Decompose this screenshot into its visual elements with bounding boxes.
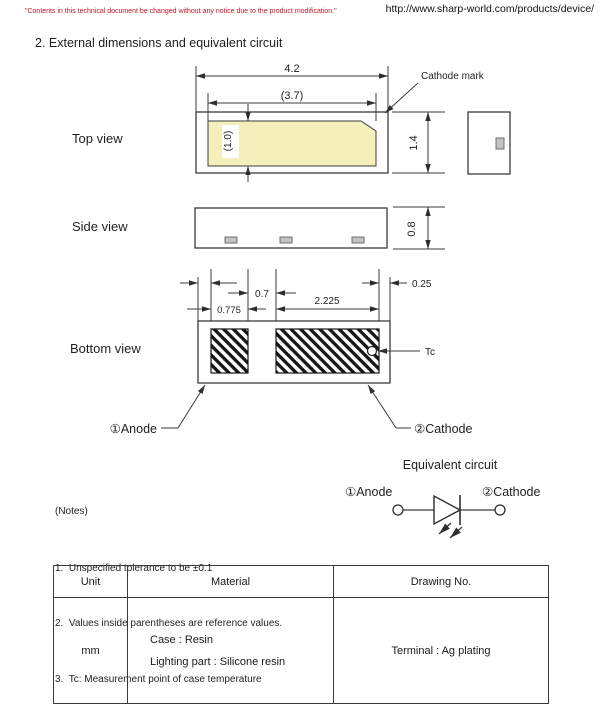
circuit-cathode-label: ②Cathode	[482, 485, 541, 499]
dim-overall-width: 4.2	[284, 63, 300, 75]
top-view-label: Top view	[72, 131, 123, 146]
notes-heading: (Notes)	[55, 506, 88, 517]
dim-pad-gap: 0.7	[255, 289, 269, 300]
dim-thickness: 0.8	[406, 221, 418, 237]
note-item: 2. Values inside parentheses are reference values.	[55, 618, 283, 629]
unit-value: mm	[54, 598, 128, 704]
bottom-view-dim-0-7	[228, 289, 296, 300]
dim-anode-pad: 0.775	[217, 305, 241, 316]
drawing-no-value: Terminal : Ag plating	[334, 598, 549, 704]
cathode-label: ②Cathode	[414, 422, 473, 436]
header-unit: Unit	[54, 566, 128, 598]
cathode-mark-callout	[385, 71, 485, 113]
bottom-view-dim-2-225	[276, 296, 379, 309]
leader-line	[368, 385, 396, 428]
header-drawing-no: Drawing No.	[334, 566, 549, 598]
website-url[interactable]: http://www.sharp-world.com/products/device/	[385, 3, 594, 15]
light-emission-arrow-icon	[450, 527, 462, 538]
dim-cathode-pad: 2.225	[314, 296, 340, 307]
table-header-row	[54, 566, 549, 598]
end-view-terminal	[496, 138, 504, 149]
material-line: Case : Resin	[150, 633, 213, 646]
anode-callout	[110, 385, 205, 436]
anode-pad	[211, 329, 248, 373]
bottom-view-dim-0-25	[180, 279, 432, 290]
anode-label: ①Anode	[109, 422, 157, 436]
bottom-view-label: Bottom view	[70, 341, 141, 356]
anode-terminal-node	[393, 505, 403, 515]
dim-overall-height: 1.4	[408, 135, 420, 151]
material-line: Lighting part : Silicone resin	[150, 655, 286, 668]
side-view-label: Side view	[72, 219, 128, 234]
table-row	[54, 598, 549, 704]
dim-edge-margin: 0.25	[412, 279, 432, 290]
note-item: 3. Tc: Measurement point of case temperature	[55, 673, 262, 685]
light-emission-arrow-icon	[439, 523, 451, 534]
spec-table	[53, 565, 549, 704]
bottom-view-dim-0-775	[187, 305, 266, 316]
note-item: 1. Unspecified tolerance to be ±0.1	[55, 562, 213, 574]
side-view-dim-0-8	[393, 207, 445, 249]
end-view	[468, 112, 510, 174]
tc-measurement-point	[368, 347, 377, 356]
leader-line	[178, 385, 205, 428]
cathode-mark-label: Cathode mark	[421, 71, 484, 82]
material-value	[128, 598, 334, 704]
section-title: 2. External dimensions and equivalent circuit	[35, 36, 283, 50]
terminal	[225, 237, 237, 243]
dim-emitting-height: (1.0)	[223, 130, 234, 152]
equivalent-circuit	[345, 458, 541, 538]
header-material: Material	[128, 566, 334, 598]
disclaimer-text: "Contents in this technical document be changed without any notice due to the product modification."	[25, 8, 337, 15]
circuit-anode-label: ①Anode	[345, 485, 393, 499]
leader-line	[385, 83, 418, 113]
tc-label: Tc	[425, 347, 435, 358]
diode-triangle-icon	[434, 496, 460, 524]
terminal	[352, 237, 364, 243]
top-view-dim-1-4	[392, 112, 445, 173]
cathode-pad	[276, 329, 379, 373]
terminal	[280, 237, 292, 243]
top-view-dim-4-2	[196, 63, 388, 112]
equivalent-circuit-title: Equivalent circuit	[402, 458, 498, 472]
cathode-callout	[368, 385, 473, 436]
dim-emitting-width: (3.7)	[280, 90, 304, 102]
cathode-terminal-node	[495, 505, 505, 515]
